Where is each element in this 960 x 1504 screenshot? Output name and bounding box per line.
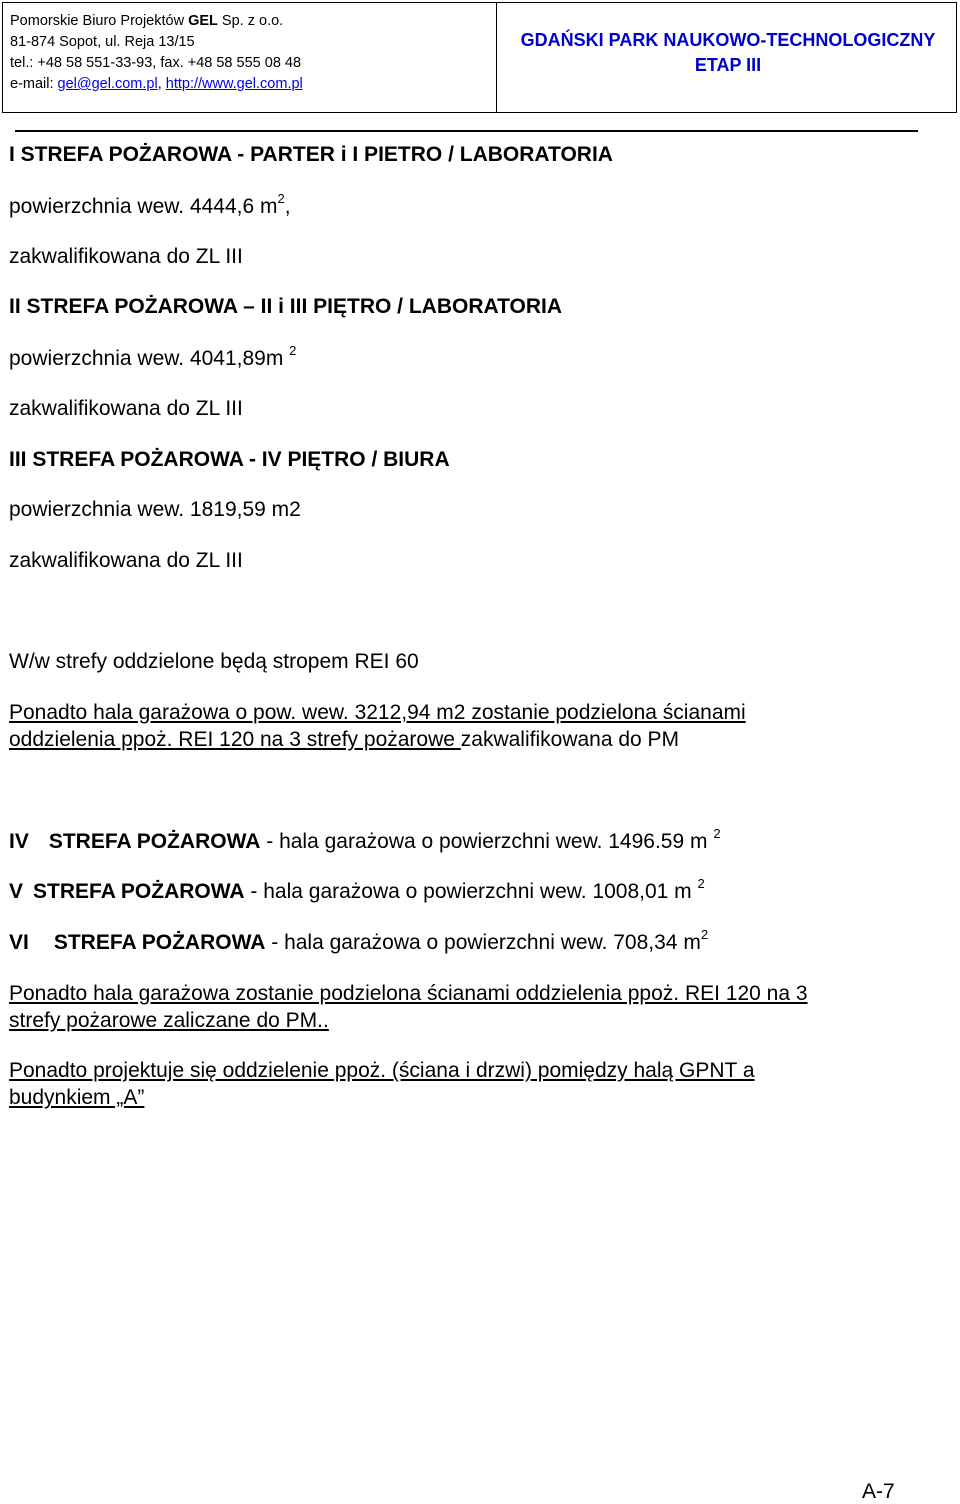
company-phone: tel.: +48 58 551-33-93, fax. +48 58 555 08 48 (10, 55, 302, 71)
project-subtitle: ETAP III (694, 55, 762, 75)
garage-zone-vi: VI STREFA POŻAROWA - hala garażowa o powierzchni wew. 708,34 $m^2$ (9, 927, 709, 954)
zone-3-title: III STREFA POŻAROWA - IV PIĘTRO / BIURA (9, 448, 450, 471)
gpnt-note-line-2: budynkiem „A” (9, 1086, 145, 1109)
garage-note-line-1: Ponadto hala garażowa o pow. wew. 3212,94 m2 zostanie podzielona ścianami (9, 701, 746, 724)
garage-note-line-2: oddzielenia ppoż. REI 120 na 3 strefy pożarowe zakwalifikowana do PM (9, 728, 680, 751)
header-divider (496, 3, 497, 112)
email-link[interactable]: gel@gel.com.pl (57, 76, 158, 92)
zone-1-title: I STREFA POŻAROWA - PARTER i I PIETRO / LABORATORIA (9, 143, 613, 166)
document-header (2, 2, 957, 113)
zone-3-qualification: zakwalifikowana do ZL III (9, 549, 243, 572)
zone-2-area: powierzchnia wew. 4041,89m $^2$ (9, 343, 297, 370)
zone-1-area: powierzchnia wew. 4444,6 $m^2$, (9, 191, 291, 218)
company-name: Pomorskie Biuro Projektów GEL Sp. z o.o. (10, 13, 284, 29)
company-contact: e-mail: gel@gel.com.pl, http://www.gel.com.pl (10, 76, 303, 92)
garage-zone-iv: IV STREFA POŻAROWA - hala garażowa o powierzchni wew. 1496.59 m $^2$ (9, 826, 721, 853)
company-info (10, 11, 303, 95)
project-title-block (498, 28, 958, 78)
gpnt-note-line-1: Ponadto projektuje się oddzielenie ppoż. (ściana i drzwi) pomiędzy halą GPNT a (9, 1059, 755, 1082)
website-link[interactable]: http://www.gel.com.pl (165, 76, 303, 92)
zone-2-qualification: zakwalifikowana do ZL III (9, 397, 243, 420)
separation-note: W/w strefy oddzielone będą stropem REI 60 (9, 650, 419, 673)
header-rule (15, 130, 918, 132)
zone-2-title: II STREFA POŻAROWA – II i III PIĘTRO / LABORATORIA (9, 295, 563, 318)
project-title: GDAŃSKI PARK NAUKOWO-TECHNOLOGICZNY (520, 30, 936, 50)
page-number: A-7 (862, 1480, 895, 1503)
company-address: 81-874 Sopot, ul. Reja 13/15 (10, 34, 195, 50)
garage-division-line-1: Ponadto hala garażowa zostanie podzielona ścianami oddzielenia ppoż. REI 120 na 3 (9, 982, 808, 1005)
zone-3-area: powierzchnia wew. 1819,59 m2 (9, 498, 301, 521)
garage-division-line-2: strefy pożarowe zaliczane do PM.. (9, 1009, 329, 1032)
garage-zone-v: V STREFA POŻAROWA - hala garażowa o powierzchni wew. 1008,01 m $^2$ (9, 876, 705, 903)
zone-1-qualification: zakwalifikowana do ZL III (9, 245, 243, 268)
